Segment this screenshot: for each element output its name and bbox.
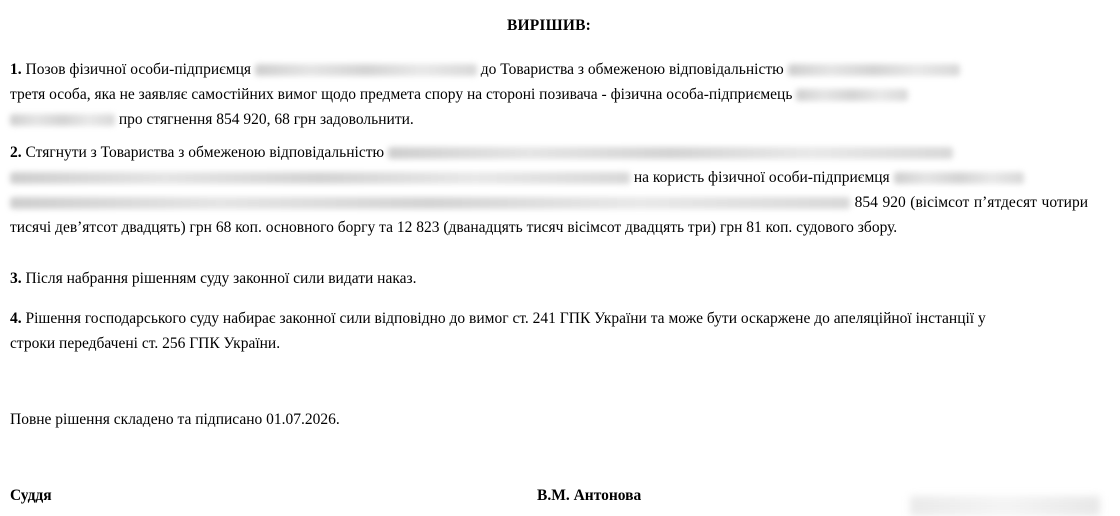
redacted-plaintiff-name [894,172,1024,184]
full-decision-note: Повне рішення складено та підписано 01.07.2026. [10,411,340,428]
paragraph-text: Після набрання рішенням суду законної сили видати наказ. [21,270,417,287]
paragraph-text: на користь фізичної особи-підприємця [630,169,894,186]
paragraph-text: про стягнення 854 920, 68 грн задовольнити. [115,111,414,128]
paragraph-1 [10,57,1088,132]
redacted-third-party-name [10,114,115,126]
redacted-defendant-details [10,172,630,184]
judge-label: Суддя [10,487,52,504]
paragraph-number: 2. [10,144,22,161]
redacted-stamp [910,496,1100,516]
redacted-defendant-name [788,64,960,76]
paragraph-2 [10,140,1088,240]
redacted-plaintiff-details [10,197,850,209]
redacted-third-party-name [796,89,908,101]
paragraph-4 [10,306,1010,356]
paragraph-text: до Товариства з обмеженою відповідальністю [476,61,788,78]
paragraph-number: 3. [10,270,22,287]
paragraph-text: Стягнути з Товариства з обмеженою відповідальністю [21,144,388,161]
paragraph-number: 1. [10,61,22,78]
paragraph-3 [10,266,1088,291]
decision-heading: ВИРІШИВ: [506,17,592,34]
redacted-plaintiff-name [255,64,477,76]
paragraph-text: 854 920 (вісімсот п’ятдесят чотири тисячі дев’ятсот двадцять) грн 68 коп. основного боргу та 12 823 (дванадцять тисяч вісімсот двадцять три) грн 81 коп. судового збору. [10,194,1088,236]
paragraph-text: Позов фізичної особи-підприємця [21,61,255,78]
redacted-defendant-details [388,147,953,159]
paragraph-number: 4. [10,310,22,327]
paragraph-text: третя особа, яка не заявляє самостійних вимог щодо предмета спору на стороні позивача - фізична особа-підприємець [10,86,797,103]
paragraph-text: Рішення господарського суду набирає законної сили відповідно до вимог ст. 241 ГПК України та може бути оскаржене до апеляційної інстанції у строки передбачені ст. 256 ГПК України. [10,310,986,352]
judge-name: В.М. Антонова [537,487,642,504]
